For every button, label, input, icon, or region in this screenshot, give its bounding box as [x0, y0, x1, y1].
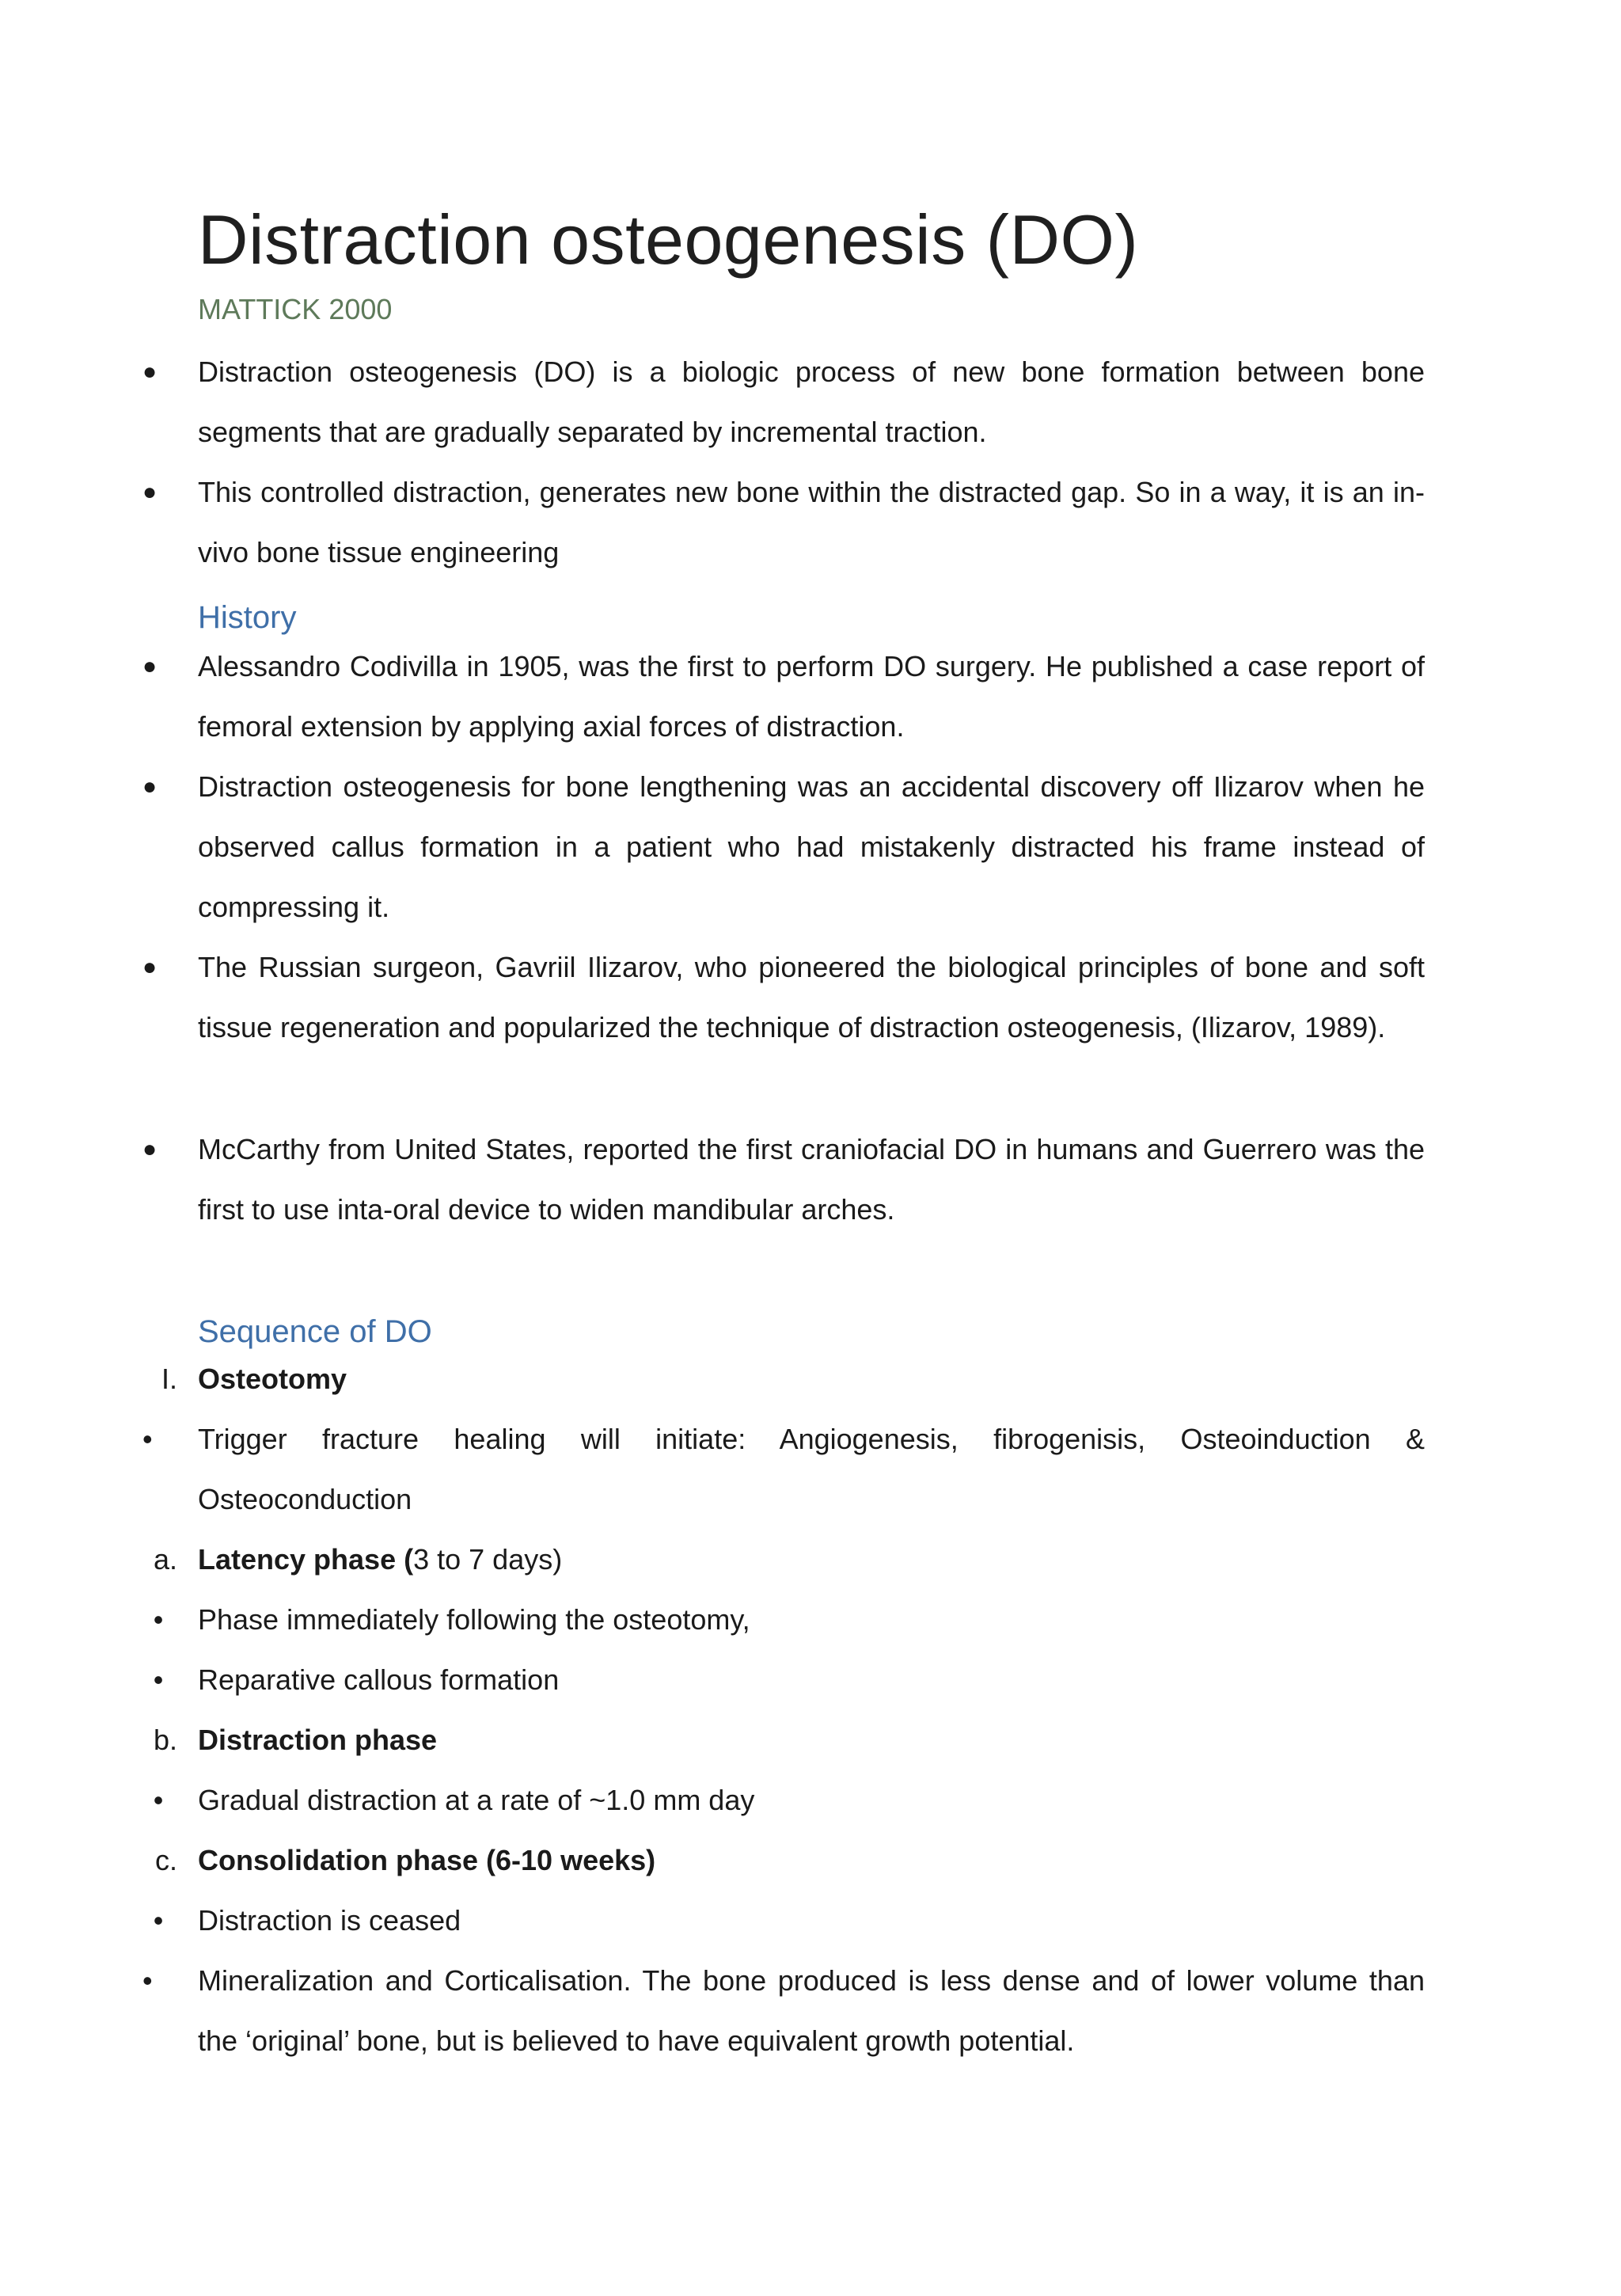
bullet-marker: ● [142, 1136, 158, 1162]
bullet-text: This controlled distraction, generates new bone within the distracted gap. So in a way, it is an in-vivo bone tissue engineering [198, 476, 1425, 568]
osteotomy-item [161, 1349, 1425, 1409]
consolidation-item [154, 1830, 1425, 1891]
bullet-text: Distraction osteogenesis for bone lengthening was an accidental discovery off Ilizarov when he observed callus formation in a patient who had mistakenly distracted his frame instead of compressing it. [198, 770, 1425, 923]
document-title: Distraction osteogenesis (DO) [198, 200, 1139, 279]
bullet-text: Trigger fracture healing will initiate: Angiogenesis, fibrogenisis, Osteoinduction & Osteoconduction [198, 1423, 1425, 1515]
bullet-text: Phase immediately following the osteotomy, [198, 1603, 750, 1636]
osteotomy-label: Osteotomy [198, 1363, 347, 1395]
bullet-marker: • [142, 1964, 153, 1997]
distraction-label: Distraction phase [198, 1724, 438, 1756]
bullet-text: Distraction osteogenesis (DO) is a biologic process of new bone formation between bone segments that are gradually separated by incremental traction. [198, 355, 1425, 448]
osteotomy-bullet [142, 1409, 1425, 1530]
roman-marker: I. [161, 1363, 177, 1395]
latency-bullet [153, 1590, 1425, 1650]
letter-marker: a. [153, 1543, 177, 1576]
bullet-marker: • [153, 1904, 164, 1937]
bullet-marker: • [153, 1603, 164, 1636]
history-heading: History [198, 600, 297, 635]
bullet-text: Gradual distraction at a rate of ~1.0 mm day [198, 1784, 755, 1816]
bullet-marker: • [153, 1663, 164, 1696]
history-bullet [142, 637, 1425, 757]
bullet-marker: • [153, 1784, 164, 1816]
distraction-item [153, 1710, 1425, 1770]
bullet-marker: • [142, 1423, 153, 1455]
latency-item [153, 1530, 1425, 1590]
bullet-text: Alessandro Codivilla in 1905, was the first to perform DO surgery. He published a case report of femoral extension by applying axial forces of distraction. [198, 650, 1425, 743]
latency-bullet [153, 1650, 1425, 1710]
latency-label: Latency phase ( [198, 1543, 414, 1576]
letter-marker: c. [154, 1844, 177, 1876]
history-bullet [142, 757, 1425, 937]
history-bullet [142, 937, 1425, 1058]
history-bullet [142, 1119, 1425, 1240]
bullet-marker: ● [142, 954, 158, 980]
latency-detail: 3 to 7 days) [413, 1543, 563, 1576]
bullet-text: Distraction is ceased [198, 1904, 461, 1937]
sequence-heading: Sequence of DO [198, 1314, 432, 1349]
bullet-text: The Russian surgeon, Gavriil Ilizarov, who pioneered the biological principles of bone and soft tissue regeneration and popularized the technique of distraction osteogenesis, (Ilizarov, 1989). [198, 951, 1425, 1043]
intro-bullet [142, 342, 1425, 462]
distraction-bullet [153, 1770, 1425, 1830]
bullet-text: Reparative callous formation [198, 1663, 560, 1696]
source-citation: MATTICK 2000 [198, 293, 393, 325]
bullet-marker: ● [142, 479, 158, 505]
bullet-marker: ● [142, 359, 158, 385]
consolidation-bullet [153, 1891, 1425, 1951]
bullet-marker: ● [142, 774, 158, 800]
intro-bullet [142, 462, 1425, 583]
bullet-text: McCarthy from United States, reported the first craniofacial DO in humans and Guerrero was the first to use inta-oral device to widen mandibular arches. [198, 1133, 1425, 1226]
consolidation-label: Consolidation phase (6-10 weeks) [198, 1844, 656, 1876]
bullet-marker: ● [142, 653, 158, 679]
consolidation-bullet [142, 1951, 1425, 2071]
letter-marker: b. [153, 1724, 177, 1756]
bullet-text: Mineralization and Corticalisation. The bone produced is less dense and of lower volume than the ‘original’ bone, but is believed to have equivalent growth potential. [198, 1964, 1425, 2057]
